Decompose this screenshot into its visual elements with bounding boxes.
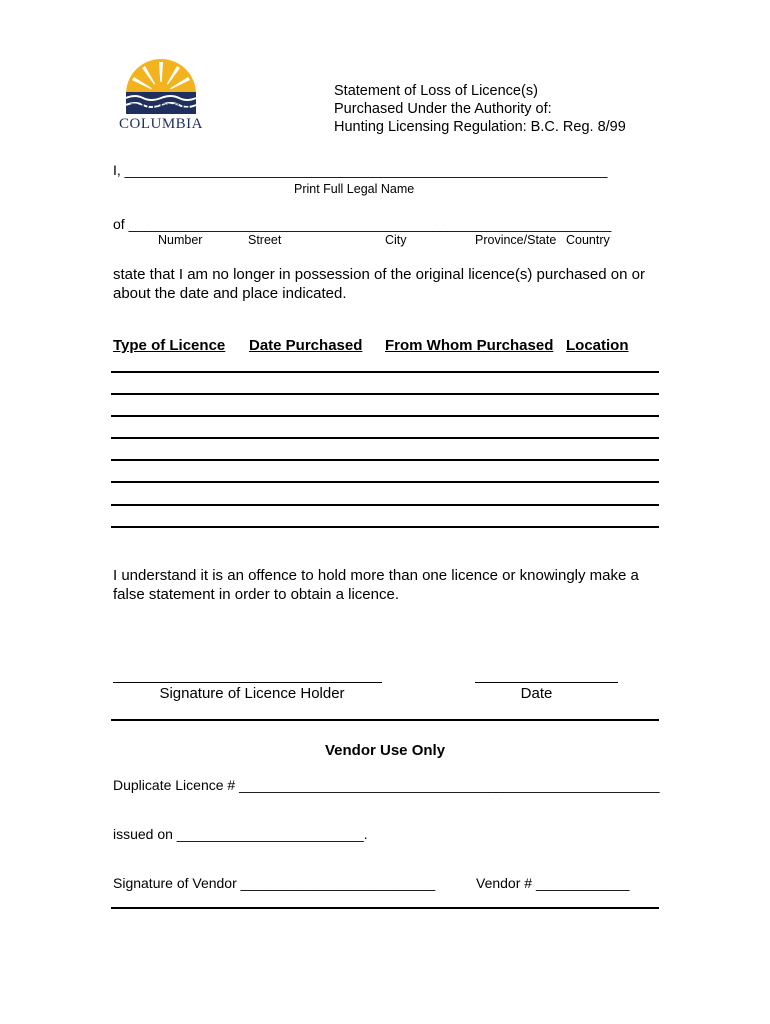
table-row-line[interactable] xyxy=(111,437,659,439)
table-row-line[interactable] xyxy=(111,504,659,506)
caption-province-state: Province/State xyxy=(475,233,557,247)
table-row-line[interactable] xyxy=(111,415,659,417)
header-date-purchased: Date Purchased xyxy=(249,337,363,354)
statement-line-2: about the date and place indicated. xyxy=(113,285,347,302)
holder-signature-line[interactable] xyxy=(113,682,382,683)
name-blank: ______________________________________________________________ xyxy=(124,162,608,178)
title-line-3: Hunting Licensing Regulation: B.C. Reg. 8/99 xyxy=(334,119,626,135)
date-line[interactable] xyxy=(475,682,618,683)
table-row-line[interactable] xyxy=(111,481,659,483)
table-row-line[interactable] xyxy=(111,393,659,395)
header-from-whom-purchased: From Whom Purchased xyxy=(385,337,554,354)
header-type-of-licence: Type of Licence xyxy=(113,337,226,354)
header-location: Location xyxy=(566,337,629,354)
declaration-line-2: false statement in order to obtain a licence. xyxy=(113,586,399,603)
title-line-2: Purchased Under the Authority of: xyxy=(334,101,552,117)
title-line-1: Statement of Loss of Licence(s) xyxy=(334,83,538,99)
issued-on-field[interactable]: issued on ________________________. xyxy=(113,826,368,842)
name-caption: Print Full Legal Name xyxy=(294,182,415,196)
logo-text-columbia: COLUMBIA xyxy=(118,116,203,132)
caption-number: Number xyxy=(158,233,203,247)
section-divider xyxy=(111,719,659,721)
name-field[interactable] xyxy=(113,162,663,178)
caption-city: City xyxy=(385,233,407,247)
duplicate-licence-field[interactable]: Duplicate Licence # ______________________________________________________ xyxy=(113,777,660,793)
bottom-divider xyxy=(111,907,659,909)
holder-signature-label: Signature of Licence Holder xyxy=(159,685,345,702)
logo-text-british: BRITISH xyxy=(130,101,192,117)
address-prefix: of xyxy=(113,216,125,232)
table-row-line[interactable] xyxy=(111,371,659,373)
caption-street: Street xyxy=(248,233,282,247)
date-label: Date xyxy=(520,685,553,702)
vendor-signature-field[interactable]: Signature of Vendor _________________________ xyxy=(113,875,436,891)
address-field[interactable] xyxy=(113,216,663,232)
table-row-line[interactable] xyxy=(111,526,659,528)
declaration-line-1: I understand it is an offence to hold more than one licence or knowingly make a xyxy=(113,567,639,584)
vendor-heading: Vendor Use Only xyxy=(325,742,446,759)
name-prefix: I, xyxy=(113,162,121,178)
table-row-line[interactable] xyxy=(111,459,659,461)
vendor-number-field[interactable]: Vendor # ____________ xyxy=(476,875,630,891)
statement-line-1: state that I am no longer in possession of the original licence(s) purchased on or xyxy=(113,266,645,283)
caption-country: Country xyxy=(566,233,610,247)
address-blank: ______________________________________________________________ xyxy=(128,216,612,232)
